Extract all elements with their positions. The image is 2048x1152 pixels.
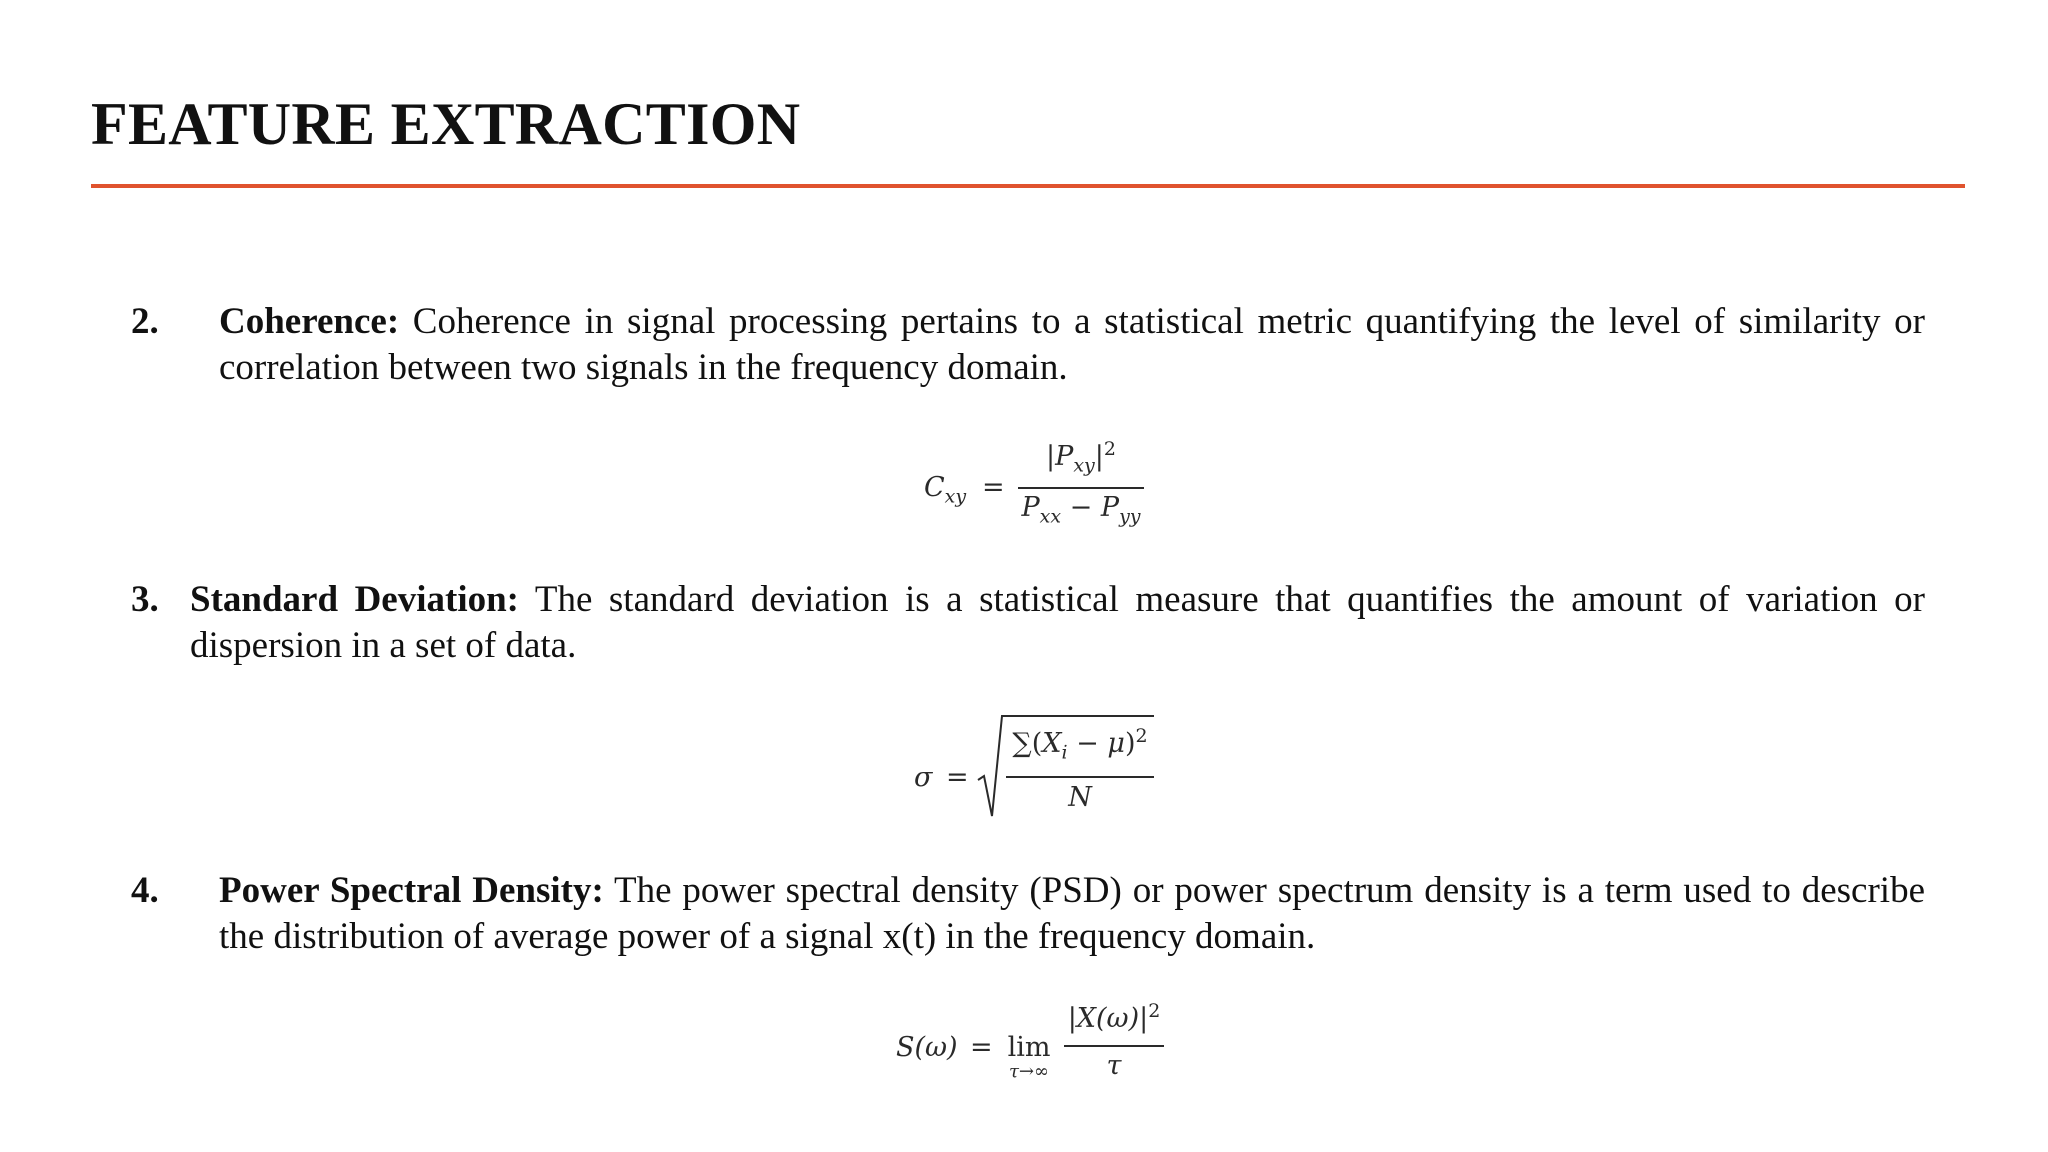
power-spectral-density-formula [896,1000,1166,1092]
coherence-formula [924,438,1144,534]
formula-lhs: σ [914,762,933,793]
formula-denominator: $P_{xx} - P_{yy}$ [1021,492,1141,528]
item-description: Coherence in signal processing pertains to a statistical metric quantifying the level of similarity or correlation between two signals in the frequency domain. [219,301,1925,388]
item-body [219,299,1925,391]
slide-title: FEATURE EXTRACTION [91,91,801,157]
item-term: Standard Deviation: [190,579,519,620]
formula-equals: = [946,762,969,793]
formula-denominator: τ [1106,1050,1122,1081]
formula-numerator: $|P_{xy}|^2$ [1046,438,1116,477]
fraction-bar [1018,487,1144,489]
radical-bar [1004,715,1154,717]
formula-equals: = [970,1032,993,1063]
formula-lhs: $C_{xy}$ [924,472,967,508]
item-number: 3. [131,579,159,620]
item-description: The standard deviation is a statistical measure that quantifies the amount of variation or dispersion in a set of data. [190,579,1925,666]
item-term: Coherence: [219,301,400,342]
formula-equals: = [982,472,1005,503]
fraction-bar [1064,1045,1164,1047]
square-root-icon [976,714,1006,820]
item-number: 2. [131,301,159,342]
list-item-standard-deviation [131,577,1925,669]
limit-operator: lim τ→∞ [1007,1032,1051,1082]
fraction-bar [1006,776,1154,778]
formula-numerator: $|X(\omega)|^2$ [1067,1000,1161,1034]
item-body [190,577,1925,669]
item-body [219,868,1925,960]
item-number: 4. [131,870,159,911]
standard-deviation-formula [914,712,1154,822]
item-description: The power spectral density (PSD) or power spectrum density is a term used to describe the distribution of average power of a signal x(t) in the frequency domain. [219,870,1925,957]
item-term: Power Spectral Density: [219,870,604,911]
list-item-coherence [131,299,1925,391]
formula-lhs: S(ω) [896,1032,958,1063]
list-item-power-spectral-density [131,868,1925,960]
formula-denominator: N [1068,782,1092,813]
formula-numerator: $\sum(X_i - \mu)^2$ [1012,725,1148,764]
title-divider [91,184,1965,188]
